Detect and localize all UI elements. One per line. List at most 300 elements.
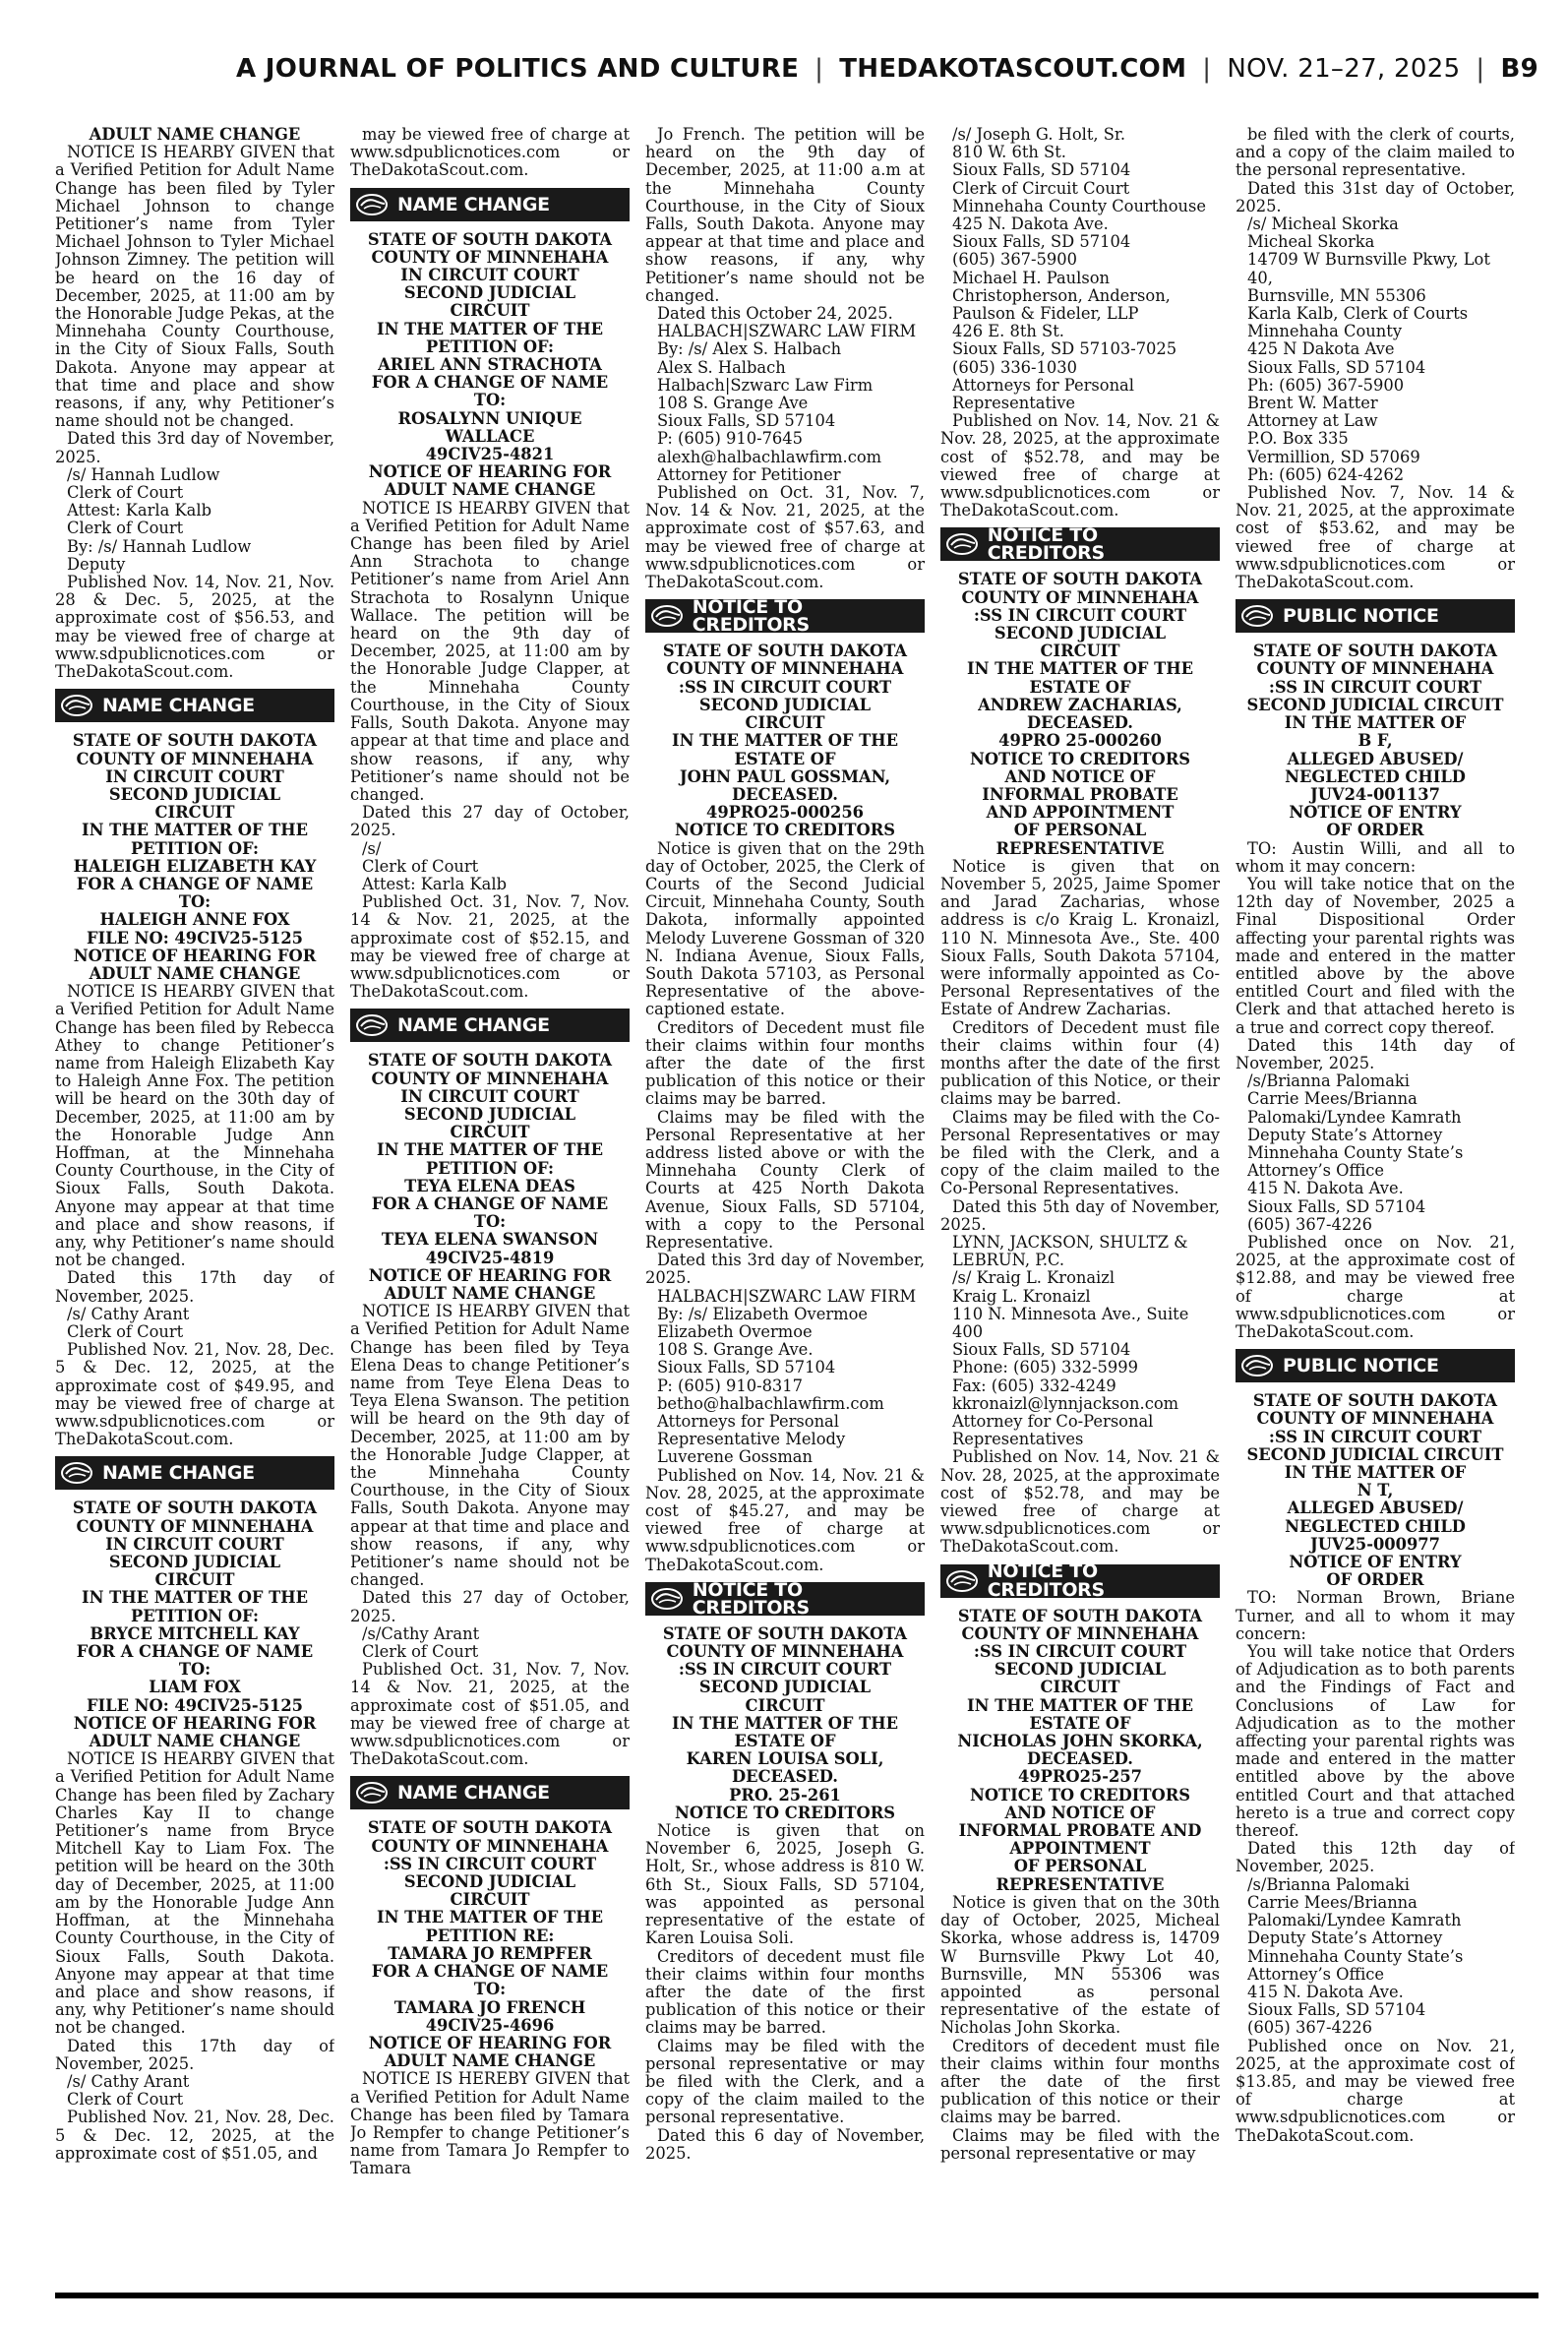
notice-column [350,126,630,2287]
caption-line: TO: [178,892,211,912]
notice-columns [55,126,1515,2287]
publication-note: Published Nov. 14, Nov. 21, Nov. 28 & Dec. 5, 2025, at the approximate cost of $56.53, and may be viewed free of charge at www.sdpublicnotices.com or TheDakotaScout.com. [55,573,334,682]
publication-note: Published once on Nov. 21, 2025, at the approximate cost of $13.85, and may be viewed free of charge at www.sdpublicnotices.com or TheDakotaScout.com. [1236,2036,1515,2145]
body-paragraph: You will take notice that Orders of Adjudication as to both parents and the Findings of Fact and Conclusions of Law for Adjudication as to the mother affecting your parental rights was made and entered in the matter entitled above by the above entitled Court and that attached hereto is a true and correct copy thereof. [1236,1642,1515,1841]
signature-line: Sioux Falls, SD 57104 [952,1340,1131,1360]
body-paragraph: Dated this 5th day of November, 2025. [940,1196,1220,1234]
caption-line: B F, [1357,731,1393,751]
signature-line: 415 N. Dakota Ave. [1247,1179,1404,1198]
signature-line: (605) 367-5900 [952,250,1077,270]
signature-line: Minnehaha County State’s Attorney’s Office [1247,1142,1464,1181]
caption-line: :SS IN CIRCUIT COURT [973,1642,1187,1662]
caption-line: CIRCUIT [745,713,825,733]
caption-line: COUNTY OF MINNEHAHA [371,1836,609,1856]
banner-label: PUBLIC NOTICE [1283,605,1439,628]
signature-line: Minnehaha County [1247,322,1403,341]
signature-line: Brent W. Matter [1247,394,1378,413]
signature-line: Carrie Mees/Brianna Palomaki/Lyndee Kamrath [1247,1089,1462,1127]
signature-line: P: (605) 910-8317 [657,1376,804,1395]
publication-note: Published Oct. 31, Nov. 7, Nov. 14 & Nov. 21, 2025, at the approximate cost of $52.15, and may be viewed free of charge at www.sdpublicnotices.com or TheDakotaScout.com. [350,892,630,1002]
banner-label: PUBLIC NOTICE [1283,1355,1439,1377]
body-paragraph: You will take notice that on the 12th day of November, 2025 a Final Dispositional Order affecting your parental rights was made and entered in the matter entitled above by the above entitled Court and filed with the Clerk and that attached hereto is a true and correct copy thereof. [1236,874,1515,1037]
caption-line: TO: [473,1980,507,1999]
caption-line: DECEASED. [1027,713,1133,733]
signature-line: Sioux Falls, SD 57104 [952,160,1131,180]
caption-line: FILE NO: 49CIV25-5125 [86,1695,304,1715]
signature-line: Clerk of Court [67,519,184,538]
caption-line: STATE OF SOUTH DAKOTA [72,1499,318,1518]
scout-logo-icon [1240,603,1274,629]
caption-line: NOTICE TO CREDITORS [674,821,896,840]
banner-label: NOTICE TO CREDITORS [692,596,810,637]
signature-line: 810 W. 6th St. [952,143,1066,162]
caption-line: NOTICE TO CREDITORS [969,1785,1191,1805]
caption-line: IN THE MATTER OF THE [671,731,899,751]
notice-column [55,126,334,2287]
caption-line: IN THE MATTER OF THE [966,1695,1194,1715]
body-paragraph: NOTICE IS HEARBY GIVEN that a Verified Petition for Adult Name Change has been filed by Teya Elena Deas to change Petitioner’s name from Teye Elena Deas to Teya Elena Swanson. The petition will be heard on the 9th day of December, 2025, at 11:00 am by the Honorable Judge Clapper, at the Minnehaha County Courthouse, in the City of Sioux Falls, South Dakota. Anyone may appear at that time and place and show reasons, if any, why Petitioner’s name should not be changed. [350,1302,630,1590]
caption-line: IN THE MATTER OF THE [966,659,1194,679]
publication-note: Published on Oct. 31, Nov. 7, Nov. 14 & Nov. 21, 2025, at the approximate cost of $57.63, and may be viewed free of charge at www.sdpublicnotices.com or TheDakotaScout.com. [645,483,925,592]
signature-line: /s/ [362,838,382,858]
signature-line: Deputy [67,554,126,574]
caption-line: SECOND JUDICIAL CIRCUIT [1246,695,1504,714]
caption-line: STATE OF SOUTH DAKOTA [1252,642,1498,661]
banner-logo [940,1564,984,1598]
signature-line: Karla Kalb, Clerk of Courts [1247,304,1469,324]
legal-notice [940,524,1220,1557]
signature-line: Fax: (605) 332-4249 [952,1376,1116,1395]
caption-line: SECOND JUDICIAL CIRCUIT [1246,1444,1504,1464]
publication-note: Published Nov. 21, Nov. 28, Dec. 5 & Dec. 12, 2025, at the approximate cost of $51.05, and [55,2108,334,2163]
body-paragraph: Dated this 12th day of November, 2025. [1236,1839,1515,1876]
caption-line: JUV24-001137 [1310,784,1440,804]
caption-line: OF PERSONAL [1013,821,1147,840]
header-date: NOV. 21–27, 2025 [1227,54,1461,84]
banner-label: NOTICE TO CREDITORS [987,1560,1105,1601]
signature-line: Burnsville, MN 55306 [1247,285,1426,305]
caption-line: :SS IN CIRCUIT COURT [973,605,1187,625]
signature-line: Attest: Karla Kalb [67,501,211,520]
signature-line: Sioux Falls, SD 57104 [1247,2000,1426,2020]
publication-note: Published on Nov. 14, Nov. 21 & Nov. 28, 2025, at the approximate cost of $52.78, and may be viewed free of charge at www.sdpublicnotices.com or TheDakotaScout.com. [940,1447,1220,1557]
publication-note: Published Nov. 7, Nov. 14 & Nov. 21, 2025, at the approximate cost of $53.62, and may be viewed free of charge at www.sdpublicnotices.com or TheDakotaScout.com. [1236,483,1515,592]
body-paragraph: Dated this October 24, 2025. [657,304,893,324]
caption-line: SECOND JUDICIAL [403,283,576,303]
caption-line: ADULT NAME CHANGE [384,480,596,500]
publication-note: Published once on Nov. 21, 2025, at the approximate cost of $12.88, and may be viewed free of charge at www.sdpublicnotices.com or TheDakotaScout.com. [1236,1232,1515,1341]
legal-notice [940,1560,1220,2163]
body-paragraph: Dated this 14th day of November, 2025. [1236,1035,1515,1072]
signature-line: By: /s/ Alex S. Halbach [657,339,842,359]
caption-line: PETITION OF: [425,337,555,356]
body-paragraph: Dated this 17th day of November, 2025. [55,1268,334,1306]
banner-logo [350,1776,393,1809]
caption-line: DECEASED. [732,1767,838,1787]
body-paragraph: NOTICE IS HEREBY GIVEN that a Verified Petition for Adult Name Change has been filed by Tamara Jo Rempfer to change Petitioner’s name from Tamara Jo Rempfer to Tamara [350,2069,630,2178]
caption-line: SECOND JUDICIAL [403,1872,576,1892]
body-paragraph: Claims may be filed with the Co-Personal Representatives or may be filed with the Clerk, and a copy of the claim mailed to the Co-Personal Representatives. [940,1107,1220,1198]
page-header [236,49,1538,89]
caption-line: STATE OF SOUTH DAKOTA [367,1051,613,1071]
signature-line: Attorney for Petitioner [657,464,841,484]
signature-line: Sioux Falls, SD 57104 [952,232,1131,252]
scout-logo-icon [355,1780,389,1805]
caption-line: IN THE MATTER OF THE [81,1588,309,1608]
signature-line: Clerk of Court [67,2090,184,2110]
signature-line: /s/ Joseph G. Holt, Sr. [952,126,1126,144]
legal-notice [350,1776,630,2177]
signature-line: Attest: Karla Kalb [362,874,507,893]
caption-line: ALLEGED ABUSED/ [1287,1499,1464,1518]
body-paragraph: TO: Austin Willi, and all to whom it may concern: [1236,838,1515,876]
caption-line: STATE OF SOUTH DAKOTA [957,1606,1203,1625]
legal-notice [1236,1349,1515,2145]
caption-line: COUNTY OF MINNEHAHA [1256,1409,1494,1429]
caption-line: ROSALYNN UNIQUE [397,408,582,428]
caption-line: IN THE MATTER OF THE [376,319,604,338]
legal-notice [55,689,334,1448]
caption-line: TO: [473,391,507,410]
signature-line: 108 S. Grange Ave. [657,1340,814,1360]
caption-line: SECOND JUDICIAL [698,695,872,714]
caption-line: 49CIV25-4819 [425,1248,555,1267]
signature-line: (605) 367-4226 [1247,1214,1372,1234]
scout-logo-icon [355,192,389,217]
caption-line: IN THE MATTER OF THE [376,1908,604,1927]
caption-line: NICHOLAS JOHN SKORKA, [957,1732,1203,1751]
signature-line: /s/ Micheal Skorka [1247,214,1399,234]
notice-column [1236,126,1515,2287]
caption-line: CIRCUIT [450,301,530,321]
caption-line: :SS IN CIRCUIT COURT [1268,677,1482,697]
signature-line: Attorney at Law [1247,411,1378,431]
bottom-rule [55,2293,1538,2298]
caption-line: STATE OF SOUTH DAKOTA [1252,1391,1498,1411]
scout-logo-icon [945,1568,979,1594]
caption-line: FOR A CHANGE OF NAME [76,874,314,893]
signature-line: Deputy State’s Attorney [1247,1928,1443,1948]
caption-line: COUNTY OF MINNEHAHA [961,587,1199,607]
caption-line: NOTICE OF HEARING FOR [368,2033,612,2052]
caption-line: TO: [178,1660,211,1680]
signature-line: Sioux Falls, SD 57104 [657,411,836,431]
caption-line: COUNTY OF MINNEHAHA [666,1642,904,1662]
caption-line: NOTICE OF HEARING FOR [368,462,612,482]
signature-line: betho@halbachlawfirm.com [657,1393,884,1413]
caption-line: 49PRO25-257 [1017,1767,1142,1787]
signature-line: By: /s/ Elizabeth Overmoe [657,1304,869,1323]
signature-line: Phone: (605) 332-5999 [952,1358,1138,1377]
caption-line: COUNTY OF MINNEHAHA [76,1516,314,1536]
caption-line: NEGLECTED CHILD [1285,766,1466,786]
notice-column [940,126,1220,2287]
caption-line: ADULT NAME CHANGE [89,963,301,983]
caption-line: IN THE MATTER OF [1284,713,1467,733]
body-paragraph: Claims may be filed with the Personal Representative at her address listed above or with the Minnehaha County Clerk of Courts at 425 North Dakota Avenue, Sioux Falls, SD 57104, with a copy to the Personal Representative. [645,1107,925,1252]
body-paragraph: Claims may be filed with the personal representative or may [940,2125,1220,2163]
caption-line: COUNTY OF MINNEHAHA [1256,659,1494,679]
caption-line: ADULT NAME CHANGE [89,1732,301,1751]
banner-label: NOTICE TO CREDITORS [987,524,1105,565]
publication-note: Published on Nov. 14, Nov. 21 & Nov. 28, 2025, at the approximate cost of $52.78, and may be viewed free of charge at www.sdpublicnotices.com or TheDakotaScout.com. [940,411,1220,520]
caption-line: COUNTY OF MINNEHAHA [961,1623,1199,1643]
notice-title: ADULT NAME CHANGE [89,126,301,144]
caption-line: KAREN LOUISA SOLI, [686,1749,884,1769]
banner-label: NAME CHANGE [397,193,550,215]
body-paragraph: Dated this 3rd day of November, 2025. [645,1251,925,1288]
caption-line: TEYA ELENA SWANSON [381,1230,599,1250]
signature-line: /s/ Hannah Ludlow [67,464,220,484]
signature-line: HALBACH|SZWARC LAW FIRM [657,1286,917,1306]
signature-line: Attorney for Co-Personal Representatives [952,1412,1154,1449]
signature-line: Vermillion, SD 57069 [1247,447,1420,466]
caption-line: REPRESENTATIVE [995,1874,1165,1894]
caption-line: NOTICE OF ENTRY [1289,803,1462,823]
header-tagline: A JOURNAL OF POLITICS AND CULTURE [236,54,800,84]
caption-line: PETITION OF: [425,1158,555,1178]
signature-line: 425 N Dakota Ave [1247,339,1395,359]
banner-logo [940,527,984,561]
caption-line: 49CIV25-4696 [425,2015,555,2035]
caption-line: CIRCUIT [1040,1678,1120,1697]
caption-line: TO: [473,1212,507,1232]
banner-logo [55,1456,98,1490]
signature-line: Attorneys for Personal Representative [952,375,1134,413]
signature-line: /s/Brianna Palomaki [1247,1874,1410,1894]
body-paragraph: Notice is given that on the 30th day of October, 2025, Micheal Skorka, whose address is, 14709 W Burnsville Pkwy Lot 40, Burnsville, MN 55306 was appointed as personal representative of the estate of Nicholas John Skorka. [940,1892,1220,2038]
signature-line: P.O. Box 335 [1247,429,1349,449]
scout-logo-icon [650,1586,684,1612]
header-page-number: B9 [1500,54,1538,84]
header-site: THEDAKOTASCOUT.COM [839,54,1187,84]
caption-line: FILE NO: 49CIV25-5125 [86,928,304,948]
caption-line: 49PRO25-000256 [706,803,864,823]
caption-line: STATE OF SOUTH DAKOTA [662,1623,908,1643]
caption-line: SECOND JUDICIAL [698,1678,872,1697]
signature-line: /s/ Kraig L. Kronaizl [952,1268,1116,1288]
publication-note: Jo French. The petition will be heard on the 9th day of December, 2025, at 11:00 a.m at the Minnehaha County Courthouse, in the City of Sioux Falls, South Dakota. Anyone may appear at that time and place and show reasons, if any, why Petitioner’s name should not be changed. [645,126,925,305]
caption-line: STATE OF SOUTH DAKOTA [957,570,1203,589]
caption-line: DECEASED. [732,784,838,804]
caption-line: NOTICE OF HEARING FOR [368,1265,612,1285]
signature-line: (605) 367-4226 [1247,2018,1372,2038]
signature-line: 426 E. 8th St. [952,322,1064,341]
signature-line: Christopherson, Anderson, Paulson & Fideler, LLP [952,285,1171,324]
notice-banner [940,524,1220,565]
caption-line: NOTICE OF HEARING FOR [73,946,317,965]
caption-line: ESTATE OF [1029,1713,1131,1733]
notice-column [645,126,925,2287]
caption-line: FOR A CHANGE OF NAME [371,1962,609,1982]
signature-line: /s/ Cathy Arant [67,2071,190,2091]
signature-line: kkronaizl@lynnjackson.com [952,1393,1179,1413]
legal-notice [1236,599,1515,1341]
caption-line: IN THE MATTER OF [1284,1463,1467,1483]
caption-line: APPOINTMENT [1009,1839,1151,1859]
caption-line: JOHN PAUL GOSSMAN, [679,766,891,786]
legal-notice [645,596,925,1574]
caption-line: ADULT NAME CHANGE [384,2051,596,2071]
caption-line: :SS IN CIRCUIT COURT [678,1660,892,1680]
caption-line: PETITION OF: [130,838,260,858]
banner-logo [645,599,689,633]
caption-line: OF ORDER [1326,821,1424,840]
body-paragraph: NOTICE IS HEARBY GIVEN that a Verified Petition for Adult Name Change has been filed by Zachary Charles Kay II to change Petitioner’s name from Bryce Mitchell Kay to Liam Fox. The petition will be heard on the 30th day of December, 2025, at 11:00 am by the Honorable Judge Ann Hoffman, at the Minnehaha County Courthouse, in the City of Sioux Falls, South Dakota. Anyone may appear at that time and place and show reasons, if any, why Petitioner’s name should not be changed. [55,1749,334,2038]
caption-line: HALEIGH ANNE FOX [99,910,290,930]
caption-line: FOR A CHANGE OF NAME [371,1193,609,1213]
body-paragraph: NOTICE IS HEARBY GIVEN that a Verified Petition for Adult Name Change has been filed by Tyler Michael Johnson to change Petitioner’s name from Tyler Michael Johnson to Tyler Michael Johnson Zimney. The petition will be heard on the 16 day of December, 2025, at 11:00 am by the Honorable Judge Pekas, at the Minnehaha County Courthouse, in the City of Sioux Falls, South Dakota. Anyone may appear at that time and place and show reasons, if any, why Petitioner’s name should not be changed. [55,143,334,431]
signature-line: /s/ Cathy Arant [67,1304,190,1323]
caption-line: N T, [1357,1481,1394,1500]
body-paragraph: Creditors of decedent must file their claims within four months after the date of the first publication of this notice or their claims may be barred. [940,2036,1220,2127]
caption-line: NOTICE OF ENTRY [1289,1553,1462,1572]
caption-line: CIRCUIT [154,1570,235,1590]
caption-line: SECOND JUDICIAL [994,1660,1167,1680]
signature-line: Clerk of Court [67,483,184,503]
caption-line: STATE OF SOUTH DAKOTA [662,642,908,661]
caption-line: IN THE MATTER OF THE [671,1713,899,1733]
banner-logo [55,689,98,722]
signature-line: 110 N. Minnesota Ave., Suite 400 [952,1304,1189,1341]
publication-note: Published Oct. 31, Nov. 7, Nov. 14 & Nov. 21, 2025, at the approximate cost of $51.05, and may be viewed free of charge at www.sdpublicnotices.com or TheDakotaScout.com. [350,1660,630,1769]
scout-logo-icon [945,531,979,557]
legal-notice [350,1009,630,1768]
caption-line: OF ORDER [1326,1570,1424,1590]
notice-banner [55,1456,334,1490]
signature-line: Sioux Falls, SD 57104 [657,1358,836,1377]
notice-banner [350,188,630,221]
body-paragraph: Dated this 27 day of October, 2025. [350,1588,630,1625]
caption-line: IN CIRCUIT COURT [400,1086,579,1106]
caption-line: 49PRO 25-000260 [998,731,1162,751]
signature-line: (605) 336-1030 [952,357,1077,377]
caption-line: IN CIRCUIT COURT [105,766,284,786]
signature-line: /s/Brianna Palomaki [1247,1071,1410,1091]
signature-line: Clerk of Court [67,1322,184,1341]
signature-line: Alex S. Halbach [657,357,786,377]
signature-line: By: /s/ Hannah Ludlow [67,536,252,556]
signature-line: Minnehaha County Courthouse [952,196,1207,215]
caption-line: JUV25-000977 [1310,1534,1440,1554]
signature-line: P: (605) 910-7645 [657,429,804,449]
banner-logo [350,1009,393,1042]
signature-line: Sioux Falls, SD 57104 [1247,357,1426,377]
signature-line: Attorneys for Personal Representative Melody Luverene Gossman [657,1412,846,1467]
banner-logo [1236,1349,1279,1382]
signature-line: Micheal Skorka [1247,232,1375,252]
notice-banner [645,596,925,637]
publication-note: may be viewed free of charge at www.sdpublicnotices.com or TheDakotaScout.com. [350,126,630,180]
notice-banner [940,1560,1220,1601]
signature-line: Kraig L. Kronaizl [952,1286,1091,1306]
caption-line: ARIEL ANN STRACHOTA [378,355,602,375]
caption-line: CIRCUIT [154,803,235,823]
caption-line: WALLACE [445,426,535,446]
signature-line: 108 S. Grange Ave [657,394,809,413]
legal-notice [940,126,1220,520]
notice-banner [1236,599,1515,633]
caption-line: SECOND JUDICIAL [108,784,281,804]
legal-notice [1236,126,1515,591]
caption-line: CIRCUIT [450,1890,530,1910]
signature-line: alexh@halbachlawfirm.com [657,447,882,466]
body-paragraph: Claims may be filed with the personal representative or may be filed with the Clerk, and a copy of the claim mailed to the personal representative. [645,2036,925,2127]
caption-line: COUNTY OF MINNEHAHA [76,749,314,768]
body-paragraph: Dated this 3rd day of November, 2025. [55,429,334,466]
caption-line: AND NOTICE OF [1004,1803,1156,1822]
signature-line: Carrie Mees/Brianna Palomaki/Lyndee Kamrath [1247,1892,1462,1930]
caption-line: HALEIGH ELIZABETH KAY [73,856,317,876]
body-paragraph: NOTICE IS HEARBY GIVEN that a Verified Petition for Adult Name Change has been filed by Rebecca Athey to change Petitioner’s name from Haleigh Elizabeth Kay to Haleigh Anne Fox. The petition will be heard on the 30th day of December, 2025, at 11:00 am by the Honorable Judge Ann Hoffman, at the Minnehaha County Courthouse, in the City of Sioux Falls, South Dakota. Anyone may appear at that time and place and show reasons, if any, why Petitioner’s name should not be changed. [55,982,334,1270]
caption-line: COUNTY OF MINNEHAHA [666,659,904,679]
signature-line: Elizabeth Overmoe [657,1322,813,1341]
caption-line: CIRCUIT [450,1123,530,1142]
body-paragraph: NOTICE IS HEARBY GIVEN that a Verified Petition for Adult Name Change has been filed by Ariel Ann Strachota to change Petitioner’s name from Ariel Ann Strachota to Rosalynn Unique Wallace. The petition will be heard on the 9th day of December, 2025, at 11:00 am by the Honorable Judge Clapper, at the Minnehaha County Courthouse, in the City of Sioux Falls, South Dakota. Anyone may appear at that time and place and show reasons, if any, why Petitioner’s name should not be changed. [350,498,630,804]
caption-line: CIRCUIT [1040,642,1120,661]
caption-line: :SS IN CIRCUIT COURT [678,677,892,697]
notice-banner [55,689,334,722]
signature-line: Deputy State’s Attorney [1247,1125,1443,1144]
caption-line: TEYA ELENA DEAS [404,1176,575,1195]
body-paragraph: Dated this 6 day of November, 2025. [645,2125,925,2163]
banner-label: NOTICE TO CREDITORS [692,1578,810,1619]
caption-line: TAMARA JO REMPFER [388,1943,592,1963]
caption-line: PRO. 25-261 [729,1785,841,1805]
caption-line: 49CIV25-4821 [425,445,555,464]
legal-notice [55,1456,334,2163]
scout-logo-icon [355,1012,389,1038]
caption-line: ESTATE OF [734,749,836,768]
caption-line: :SS IN CIRCUIT COURT [1268,1427,1482,1446]
caption-line: NOTICE TO CREDITORS [969,749,1191,768]
body-paragraph: Dated this 17th day of November, 2025. [55,2036,334,2073]
publication-note: Published Nov. 21, Nov. 28, Dec. 5 & Dec. 12, 2025, at the approximate cost of $49.95, and may be viewed free of charge at www.sdpublicnotices.com or TheDakotaScout.com. [55,1340,334,1449]
legal-notice [645,1578,925,2163]
caption-line: SECOND JUDICIAL [403,1104,576,1124]
caption-line: STATE OF SOUTH DAKOTA [72,731,318,751]
banner-logo [350,188,393,221]
caption-line: TAMARA JO FRENCH [393,1997,586,2017]
caption-line: NEGLECTED CHILD [1285,1516,1466,1536]
body-paragraph: Creditors of Decedent must file their claims within four (4) months after the date of the first publication of this Notice, or their claims may be barred. [940,1017,1220,1109]
caption-line: ANDREW ZACHARIAS, [978,695,1182,714]
caption-line: IN CIRCUIT COURT [105,1534,284,1554]
body-paragraph: Notice is given that on November 5, 2025, Jaime Spomer and Jarad Zacharias, whose address is c/o Kraig L. Kronaizl, 110 N. Minnesota Ave., Ste. 400 Sioux Falls, South Dakota 57104, were informally appointed as Co-Personal Representatives of the Estate of Andrew Zacharias. [940,856,1220,1019]
caption-line: AND NOTICE OF [1004,766,1156,786]
caption-line: AND APPOINTMENT [986,803,1175,823]
caption-line: ESTATE OF [734,1732,836,1751]
legal-notice [350,188,630,1002]
caption-line: ESTATE OF [1029,677,1131,697]
publication-note: be filed with the clerk of courts, and a copy of the claim mailed to the personal representative. [1236,126,1515,180]
notice-banner [350,1009,630,1042]
signature-line: Ph: (605) 367-5900 [1247,375,1405,395]
scout-logo-icon [1240,1353,1274,1378]
caption-line: :SS IN CIRCUIT COURT [383,1854,597,1873]
caption-line: SECOND JUDICIAL [108,1553,281,1572]
signature-line: Michael H. Paulson [952,268,1111,287]
header-separator: | [1202,54,1212,84]
banner-logo [645,1582,689,1616]
caption-line: INFORMAL PROBATE AND [958,1821,1202,1841]
caption-line: REPRESENTATIVE [995,838,1165,858]
signature-line: Minnehaha County State’s Attorney’s Office [1247,1946,1464,1984]
signature-line: 14709 W Burnsville Pkwy, Lot 40, [1247,250,1490,287]
signature-line: 425 N. Dakota Ave. [952,214,1109,234]
caption-line: SECOND JUDICIAL [994,624,1167,643]
banner-label: NAME CHANGE [102,695,255,717]
